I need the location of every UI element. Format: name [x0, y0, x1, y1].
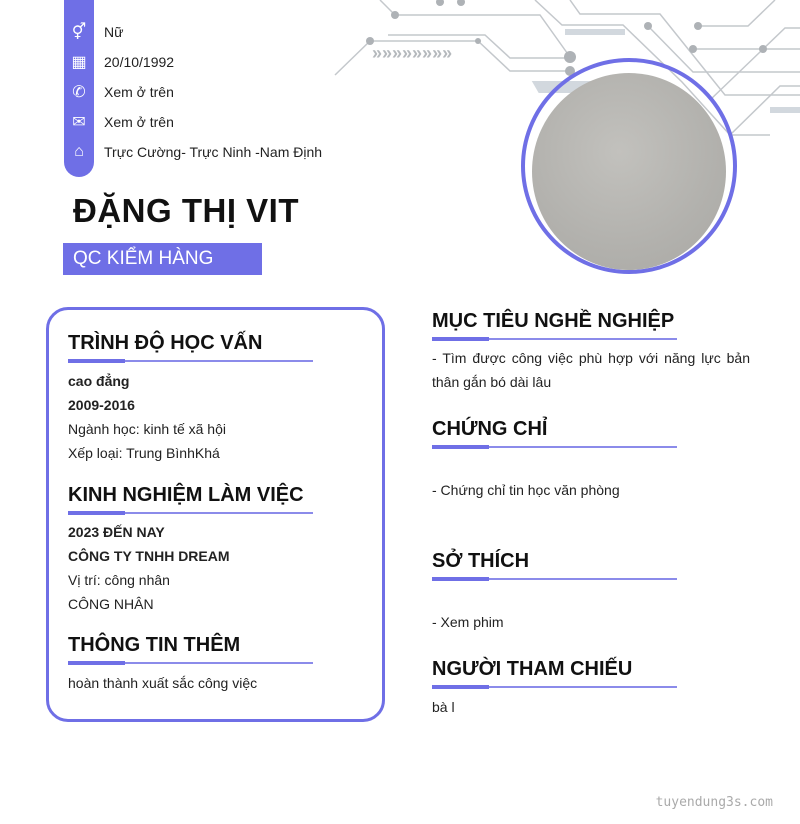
- references-text: bà l: [432, 699, 455, 715]
- experience-position: Vị trí: công nhân: [68, 572, 170, 588]
- avatar: [532, 73, 726, 270]
- experience-desc: CÔNG NHÂN: [68, 596, 154, 612]
- objective-text-line1: - Tìm được công việc phù hợp với năng lực bản: [432, 350, 750, 366]
- contact-address: ⌂ Trực Cường- Trực Ninh -Nam Định: [64, 137, 322, 167]
- certificates-text: - Chứng chỉ tin học văn phòng: [432, 482, 620, 498]
- heading-underline: [432, 338, 677, 340]
- watermark: tuyendung3s.com: [655, 795, 773, 810]
- home-icon: ⌂: [74, 143, 84, 160]
- experience-heading: KINH NGHIỆM LÀM VIỆC: [68, 484, 304, 506]
- candidate-name: ĐẶNG THỊ VIT: [73, 192, 299, 229]
- contact-gender: ⚥ Nữ: [64, 17, 123, 47]
- education-heading: TRÌNH ĐỘ HỌC VẤN: [68, 332, 263, 354]
- heading-underline: [68, 662, 313, 664]
- certificates-heading: CHỨNG CHỈ: [432, 418, 548, 440]
- heading-underline: [68, 360, 313, 362]
- experience-period: 2023 ĐẾN NAY: [68, 524, 165, 540]
- objective-heading: MỤC TIÊU NGHỀ NGHIỆP: [432, 310, 675, 332]
- hobbies-heading: SỞ THÍCH: [432, 550, 530, 572]
- extra-text: hoàn thành xuất sắc công việc: [68, 675, 258, 691]
- gender-icon: ⚥: [71, 24, 87, 41]
- calendar-icon: ▦: [71, 54, 87, 71]
- extra-heading: THÔNG TIN THÊM: [68, 634, 241, 656]
- experience-company: CÔNG TY TNHH DREAM: [68, 548, 230, 564]
- hobbies-text: - Xem phim: [432, 614, 504, 630]
- heading-underline: [432, 686, 677, 688]
- mail-icon: ✉: [72, 114, 86, 131]
- education-period: 2009-2016: [68, 397, 135, 413]
- references-heading: NGƯỜI THAM CHIẾU: [432, 658, 633, 680]
- svg-text:»»»»»»»»: »»»»»»»»: [372, 43, 453, 63]
- contact-email: ✉ Xem ở trên: [64, 107, 174, 137]
- objective-text-line2: thân gắn bó dài lâu: [432, 374, 552, 390]
- contact-birthday: ▦ 20/10/1992: [64, 47, 174, 77]
- education-major: Ngành học: kinh tế xã hội: [68, 421, 226, 437]
- job-title: QC KIỂM HÀNG: [63, 243, 262, 275]
- heading-underline: [432, 578, 677, 580]
- contact-phone: ✆ Xem ở trên: [64, 77, 174, 107]
- heading-underline: [432, 446, 677, 448]
- education-rank: Xếp loại: Trung BìnhKhá: [68, 445, 220, 461]
- education-school: cao đẳng: [68, 373, 130, 389]
- heading-underline: [68, 512, 313, 514]
- phone-icon: ✆: [72, 84, 86, 101]
